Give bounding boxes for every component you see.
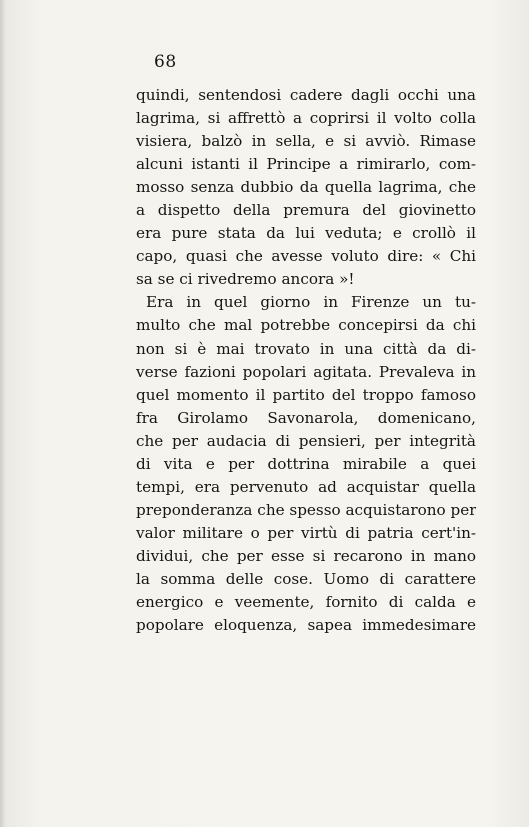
text-line: dividui, che per esse si recarono in mano: [136, 546, 476, 565]
text-line: alcuni istanti il Principe a rimirarlo, com-: [136, 155, 476, 174]
text-line: capo, quasi che avesse voluto dire: « Chi: [136, 247, 476, 266]
text-line: che per audacia di pensieri, per integrità: [136, 431, 476, 450]
text-line: verse fazioni popolari agitata. Prevaleva in: [136, 362, 476, 381]
text-line: mosso senza dubbio da quella lagrima, che: [136, 178, 476, 197]
text-line: multo che mal potrebbe concepirsi da chi: [136, 316, 476, 335]
page-number: 68: [154, 52, 177, 72]
text-line: tempi, era pervenuto ad acquistar quella: [136, 477, 476, 496]
text-line: popolare eloquenza, sapea immedesimare: [136, 616, 476, 635]
text-line: di vita e per dottrina mirabile a quei: [136, 454, 476, 473]
text-line: Era in quel giorno in Firenze un tu-: [146, 293, 476, 312]
text-line: era pure stata da lui veduta; e crollò il: [136, 224, 476, 243]
text-line: la somma delle cose. Uomo di carattere: [136, 569, 476, 588]
text-line: a dispetto della premura del giovinetto: [136, 201, 476, 220]
text-line: quindi, sentendosi cadere dagli occhi una: [136, 86, 476, 104]
text-line: energico e veemente, fornito di calda e: [136, 593, 476, 612]
text-line: visiera, balzò in sella, e si avviò. Rimase: [136, 132, 476, 151]
text-line: valor militare o per virtù di patria cert'in-: [136, 523, 476, 542]
text-line: sa se ci rivedremo ancora »!: [136, 270, 355, 289]
body-text: [136, 84, 476, 637]
text-line: lagrima, si affrettò a coprirsi il volto colla: [136, 109, 476, 128]
text-line: preponderanza che spesso acquistarono per: [136, 500, 476, 519]
text-line: fra Girolamo Savonarola, domenicano,: [136, 408, 476, 427]
text-line: quel momento il partito del troppo famoso: [136, 385, 476, 404]
text-line: non si è mai trovato in una città da di-: [136, 339, 476, 358]
page-gutter-shadow: [0, 0, 6, 827]
